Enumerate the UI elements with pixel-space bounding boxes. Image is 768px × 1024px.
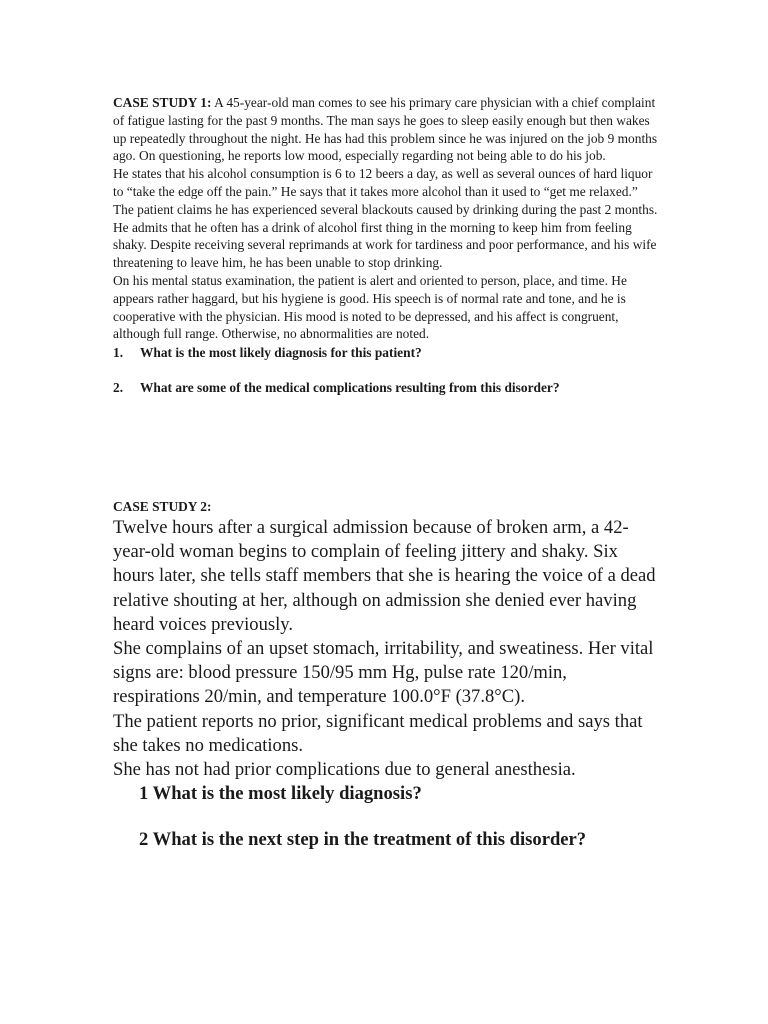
case1-intro-text: A 45-year-old man comes to see his primary care physician with a chief complaint of fatigue lasting for the past 9 months. The man says he goes to sleep easily enough but then wakes up repeatedly throughout the night. He has had this problem since he was injured on the job 9 months ago. On questioning, he reports low mood, especially regarding not being able to do his job. [113,95,658,164]
case2-paragraph: The patient reports no prior, significant medical problems and says that she takes no medications. [113,710,643,756]
question-number: 2. [113,379,124,395]
case2-heading: CASE STUDY 2: [113,499,212,514]
case1-paragraph: He admits that he often has a drink of alcohol first thing in the morning to keep him from feeling shaky. Despite receiving several reprimands at work for tardiness and poor performance, and his wife threatening to leave him, he has been unable to stop drinking. [113,219,657,271]
question-text: What are some of the medical complications resulting from this disorder? [140,379,560,395]
case2-paragraph: She complains of an upset stomach, irritability, and sweatiness. Her vital signs are: blood pressure 150/95 mm Hg, pulse rate 120/min, respirations 20/min, and temperature 100.0°F (37.8°C). [113,638,654,708]
case1-heading: CASE STUDY 1: [113,95,212,110]
case-study-2 [113,516,658,853]
case1-paragraph: He states that his alcohol consumption is 6 to 12 beers a day, as well as several ounces of hard liquor to “take the edge off the pain.” He says that it takes more alcohol than it used to “get me relaxed.” The patient claims he has experienced several blackouts caused by drinking during the past 2 months. [113,166,658,217]
case2-paragraph: She has not had prior complications due to general anesthesia. [113,759,576,781]
case1-question-2 [113,379,658,397]
case1-intro [113,94,658,165]
case1-paragraph: On his mental status examination, the patient is alert and oriented to person, place, and time. He appears rather haggard, but his hygiene is good. His speech is of normal rate and tone, and he is cooperative with the physician. His mood is noted to be depressed, and his affect is congruent, although full range. Otherwise, no abnormalities are noted. [113,272,627,342]
question-text: What is the most likely diagnosis for this patient? [140,345,422,361]
case1-question-1 [113,344,658,362]
case2-question-2: 2 What is the next step in the treatment of this disorder? [139,829,587,851]
case2-question-1: 1 What is the most likely diagnosis? [139,783,422,805]
case2-paragraph: Twelve hours after a surgical admission because of broken arm, a 42-year-old woman begins to complain of feeling jittery and shaky. Six hours later, she tells staff members that she is hearing the voice of a dead relative shouting at her, although on admission she denied ever having heard voices previously. [113,517,656,635]
case-study-1 [113,94,658,397]
question-number: 1. [113,345,124,361]
